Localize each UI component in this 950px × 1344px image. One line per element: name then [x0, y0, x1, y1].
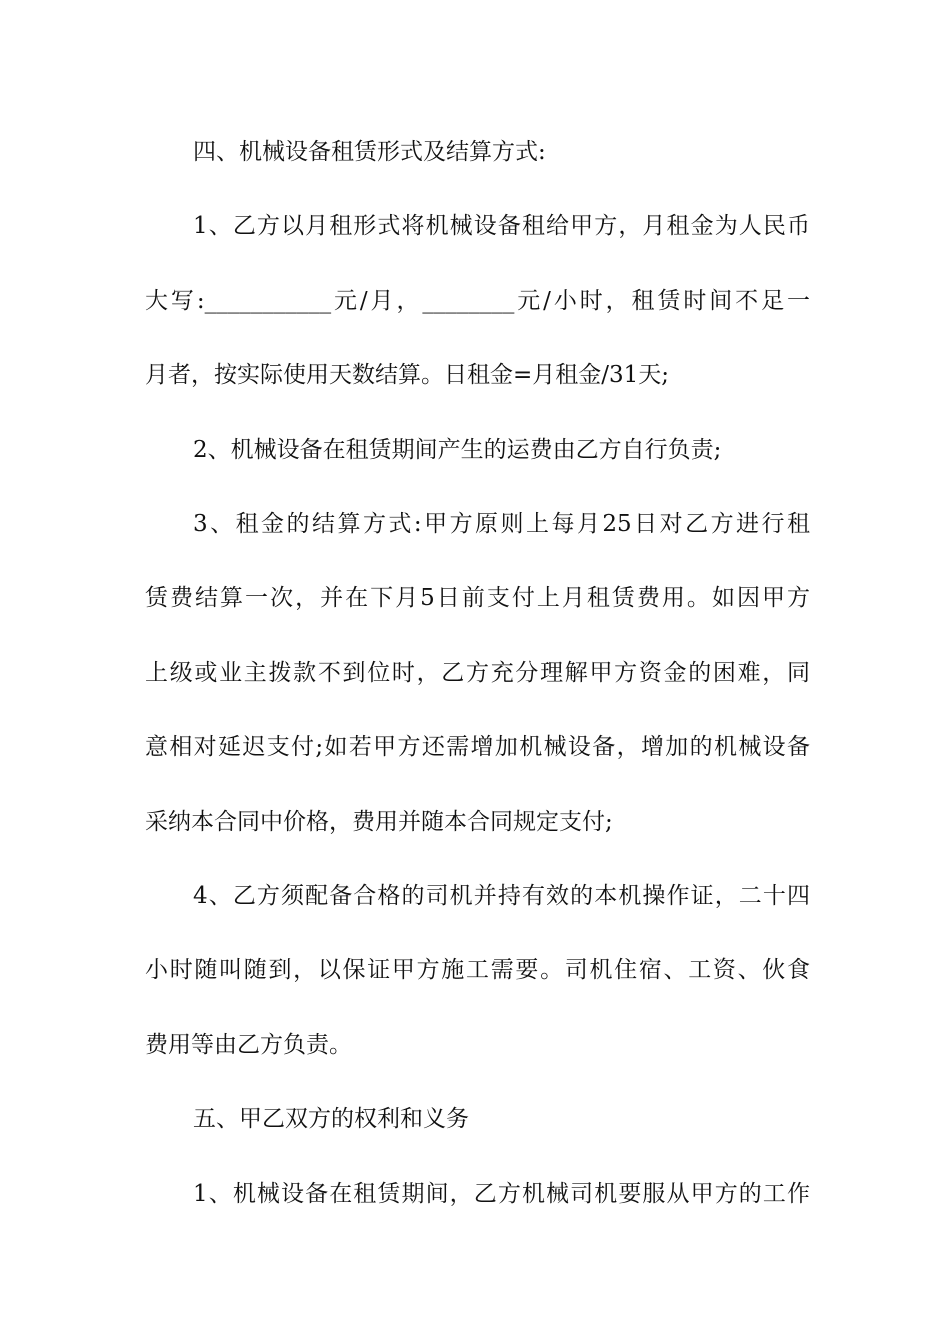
- text-line: 赁费结算一次，并在下月5日前支付上月租赁费用。如因甲方: [145, 585, 810, 611]
- text-line: 费用等由乙方负责。: [145, 1032, 352, 1058]
- text-line: 采纳本合同中价格，费用并随本合同规定支付;: [145, 809, 613, 835]
- text-line: 意相对延迟支付;如若甲方还需增加机械设备，增加的机械设备: [145, 734, 810, 760]
- text-line: 上级或业主拨款不到位时，乙方充分理解甲方资金的困难，同: [145, 660, 810, 686]
- text-line: 小时随叫随到，以保证甲方施工需要。司机住宿、工资、伙食: [145, 957, 810, 983]
- text-line: 1、机械设备在租赁期间，乙方机械司机要服从甲方的工作: [193, 1181, 810, 1207]
- text-line: 月者，按实际使用天数结算。日租金=月租金/31天;: [145, 362, 670, 388]
- text-line: 1、乙方以月租形式将机械设备租给甲方，月租金为人民币: [193, 213, 810, 239]
- text-line: 四、机械设备租赁形式及结算方式:: [193, 139, 546, 165]
- text-line: 3、租金的结算方式:甲方原则上每月25日对乙方进行租: [193, 511, 810, 537]
- text-line: 大写:___________元/月，________元/小时，租赁时间不足一: [145, 288, 810, 314]
- text-line: 五、甲乙双方的权利和义务: [193, 1106, 469, 1132]
- text-line: 2、机械设备在租赁期间产生的运费由乙方自行负责;: [193, 437, 722, 463]
- text-line: 4、乙方须配备合格的司机并持有效的本机操作证，二十四: [193, 883, 810, 909]
